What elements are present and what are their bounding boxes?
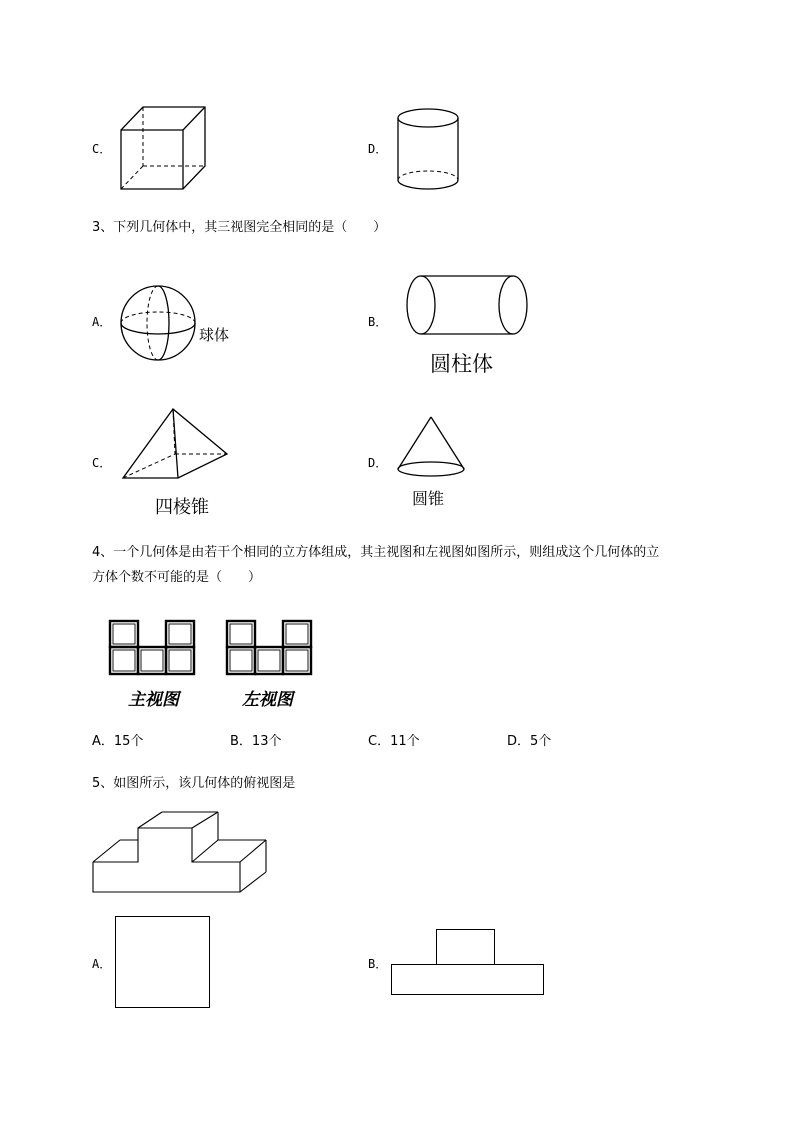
q4-option-a: A．15个: [92, 734, 144, 749]
q4-question-line2: 方体个数不可能的是（ ）: [92, 570, 262, 585]
q3-option-b-label: B．: [368, 315, 388, 329]
q3-question: 3、下列几何体中，其三视图完全相同的是（ ）: [92, 220, 387, 235]
front-view-label: 主视图: [128, 690, 179, 710]
horizontal-cylinder-figure: [405, 274, 529, 338]
q3-option-c-label: C．: [92, 456, 112, 470]
cone-figure: [395, 415, 467, 481]
left-view-label: 左视图: [242, 690, 293, 710]
q4-option-c: C．11个: [368, 734, 420, 749]
q3-caption-b: 圆柱体: [430, 352, 493, 376]
q2-option-d-label: D．: [368, 142, 388, 156]
cube-figure: [118, 104, 208, 192]
q4-option-b: B．13个: [230, 734, 282, 749]
left-view-figure: [225, 619, 315, 677]
q5-option-a-label: A．: [92, 957, 112, 971]
sphere-figure: [118, 283, 198, 363]
front-view-figure: [108, 619, 198, 677]
stepped-solid-figure: [90, 810, 270, 896]
cylinder-figure: [396, 108, 462, 192]
q5-option-b-bottom-rect: [391, 964, 544, 995]
q3-option-a-label: A．: [92, 315, 112, 329]
q4-option-d: D．5个: [507, 734, 552, 749]
q5-option-a-square: [115, 916, 210, 1008]
q5-option-b-top-rect: [436, 929, 495, 965]
q3-caption-c: 四棱锥: [155, 497, 209, 518]
q5-question: 5、如图所示，该几何体的俯视图是: [92, 776, 296, 791]
q4-question-line1: 4、一个几何体是由若干个相同的立方体组成，其主视图和左视图如图所示，则组成这个几何体的立: [92, 545, 660, 560]
square-pyramid-figure: [120, 406, 230, 484]
q3-caption-d: 圆锥: [412, 489, 445, 508]
q5-option-b-label: B．: [368, 957, 388, 971]
q3-option-d-label: D．: [368, 456, 388, 470]
q2-option-c-label: C．: [92, 142, 112, 156]
q3-caption-a: 球体: [199, 326, 230, 344]
